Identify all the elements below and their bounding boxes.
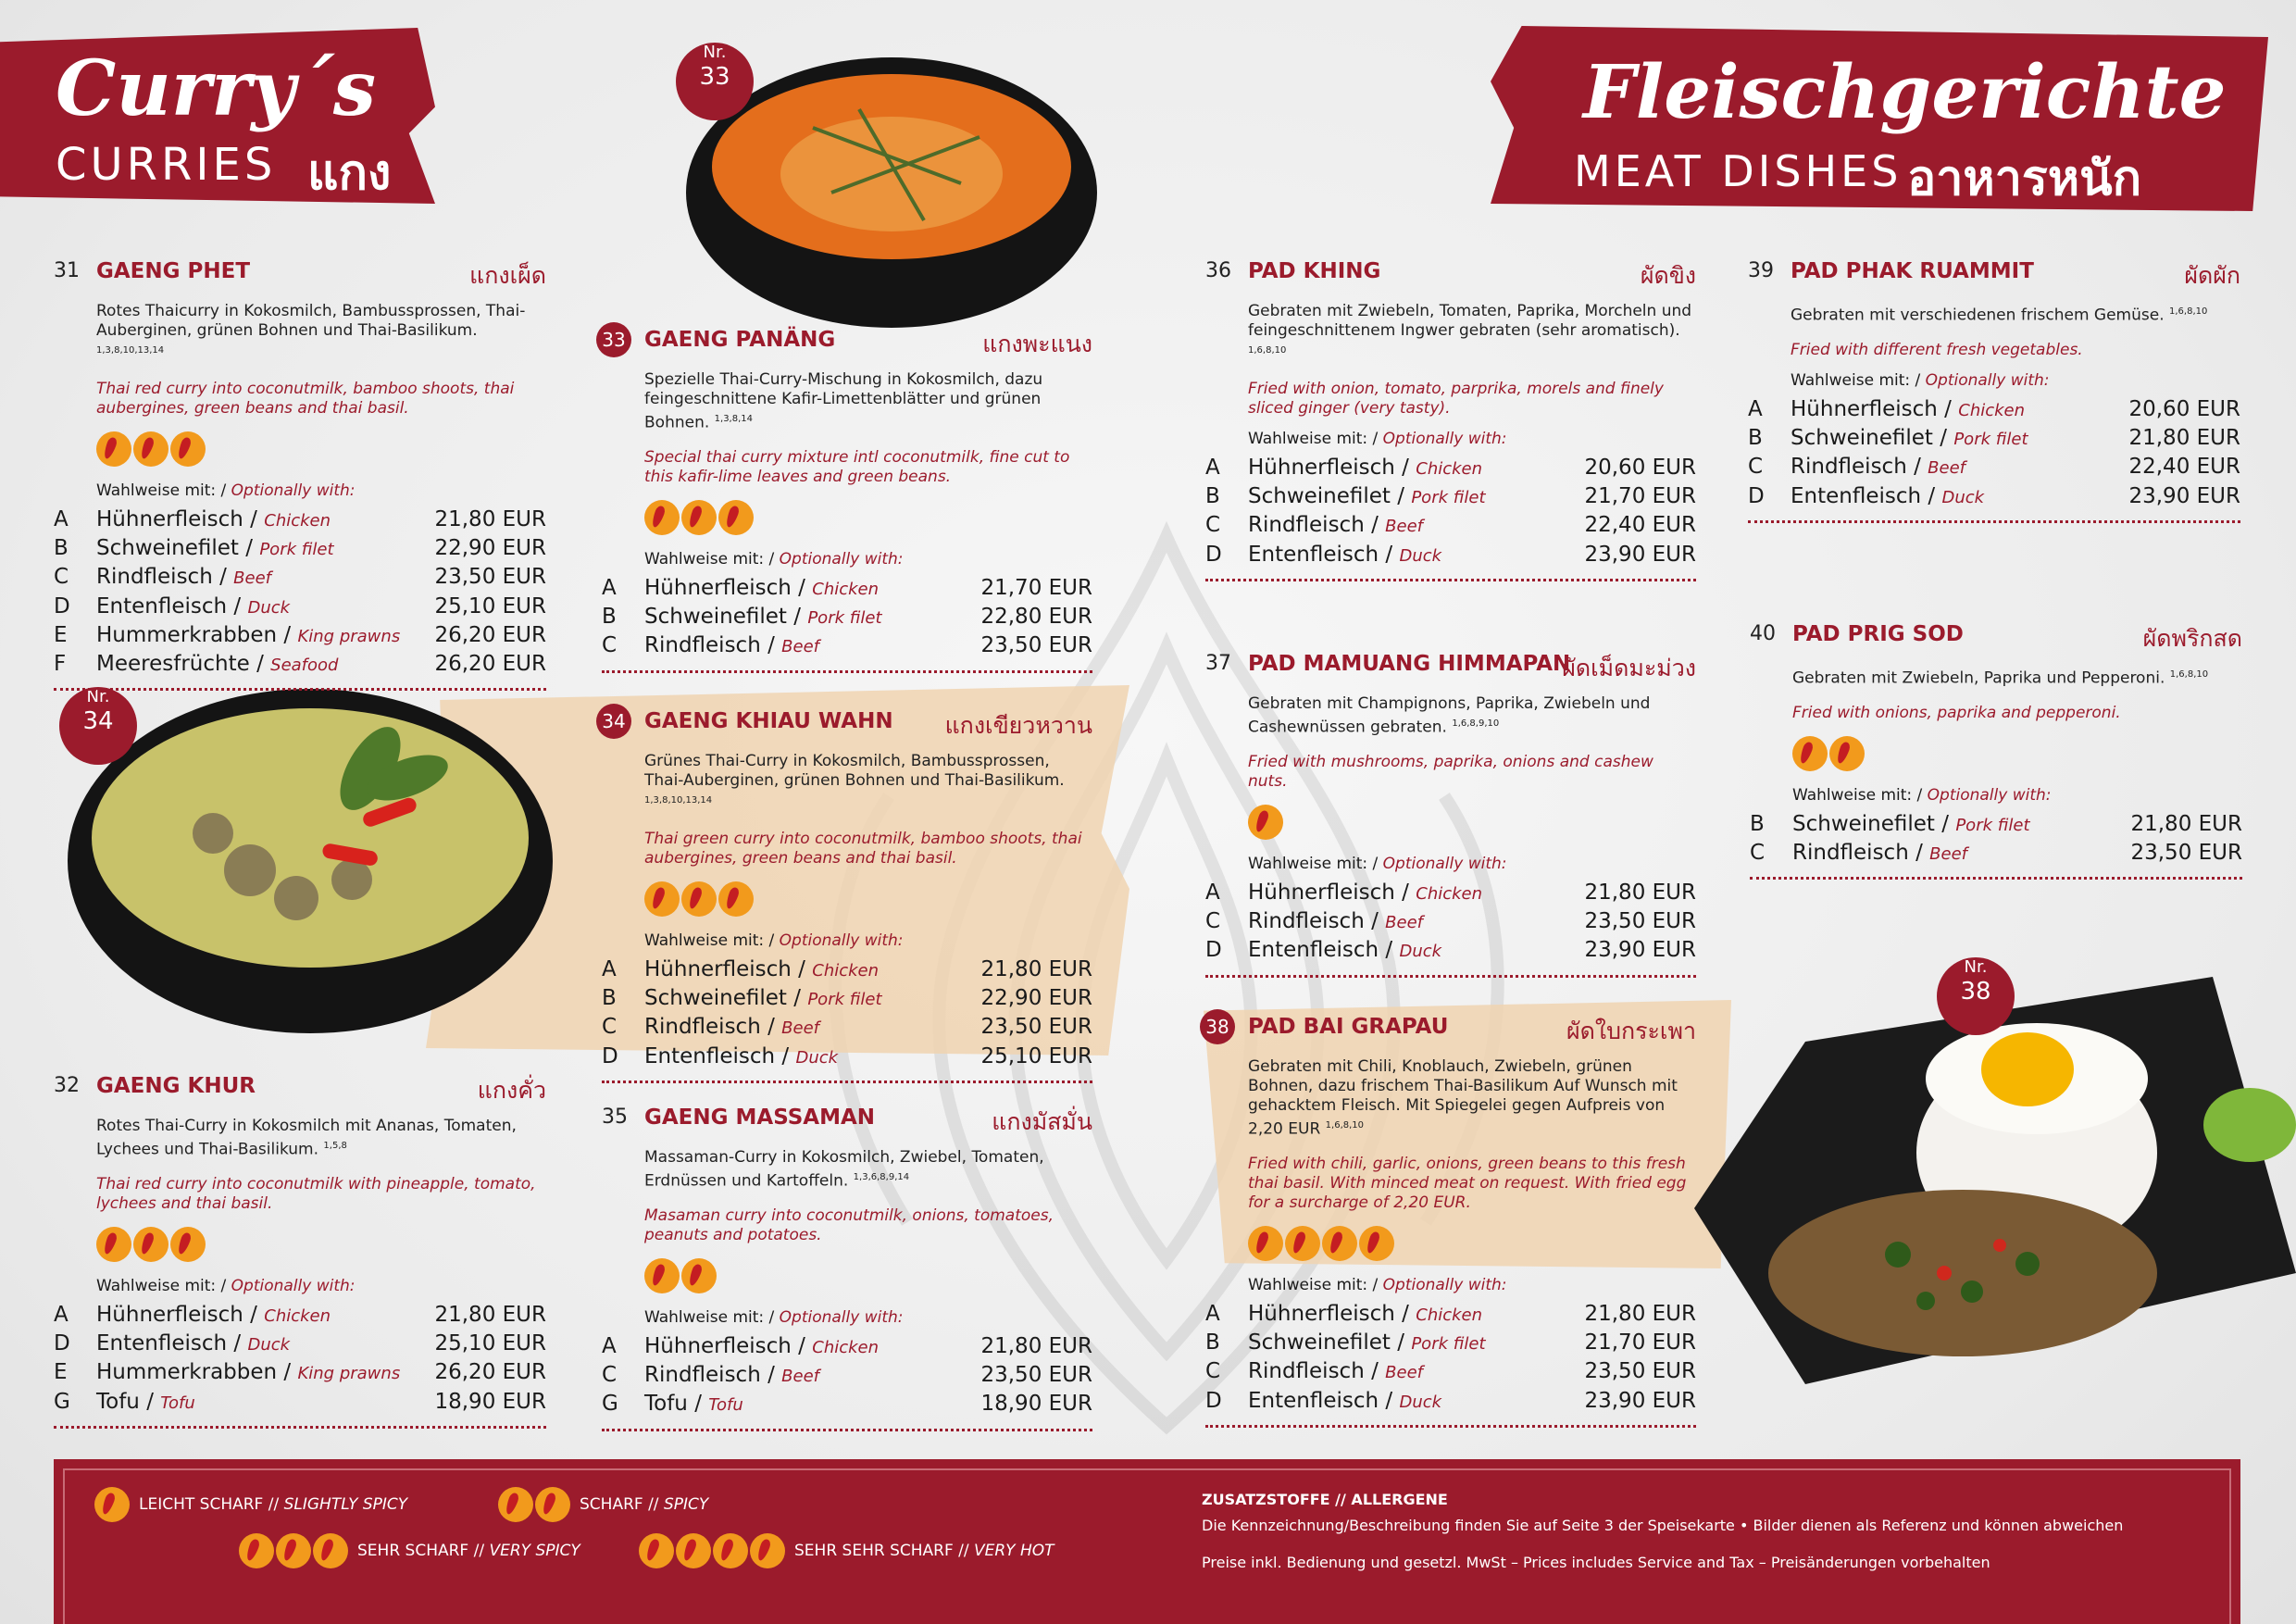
dish-thai-name: ผัดผัก <box>2184 262 2240 289</box>
chili-icon <box>276 1533 311 1568</box>
dish-description-de: Gebraten mit verschiedenen frischem Gemüse. $^{1,6,8,10}$ <box>1791 306 2208 325</box>
option-price: 21,80 EUR <box>1584 880 1696 905</box>
legend-very-spicy <box>239 1533 580 1568</box>
dish-36 <box>1205 256 1696 581</box>
chili-icon <box>644 881 680 917</box>
dish-description-en: Thai green curry into coconutmilk, bamboo shoots, thai aubergines, green beans and thai basil. <box>644 829 1082 868</box>
dish-description-en: Fried with onions, paprika and pepperoni. <box>1792 703 2121 722</box>
dish-name: PAD BAI GRAPAU <box>1248 1015 1449 1039</box>
option-name: Schweinefilet / Pork filet <box>1791 425 2028 450</box>
photo-badge-34: Nr. 34 <box>59 687 137 765</box>
option-key: A <box>602 956 617 981</box>
chili-icon <box>676 1533 711 1568</box>
price-row <box>1205 1357 1696 1386</box>
option-price: 25,10 EUR <box>434 1330 546 1355</box>
option-price: 25,10 EUR <box>980 1043 1092 1068</box>
price-row <box>602 1390 1092 1418</box>
option-key: A <box>1205 1301 1220 1326</box>
option-name: Tofu / Tofu <box>96 1389 195 1414</box>
chili-icon <box>498 1487 533 1522</box>
option-price: 23,50 EUR <box>434 565 546 590</box>
chili-icon <box>713 1533 748 1568</box>
option-name: Hühnerfleisch / Chicken <box>1248 455 1483 480</box>
option-key: A <box>1205 455 1220 480</box>
option-key: B <box>1750 811 1765 836</box>
dish-thai-name: แกงคั่ว <box>477 1077 546 1104</box>
price-row <box>602 574 1092 603</box>
price-row <box>602 603 1092 631</box>
price-row <box>1748 453 2240 481</box>
price-row <box>602 1013 1092 1042</box>
chili-icon <box>718 500 754 535</box>
option-price: 23,50 EUR <box>980 1362 1092 1387</box>
option-key: B <box>1748 425 1763 450</box>
option-name: Hühnerfleisch / Chicken <box>96 506 331 531</box>
pad-bai-grapau-photo <box>1694 968 2296 1384</box>
price-row <box>54 534 546 563</box>
price-row <box>602 1332 1092 1361</box>
option-price: 21,80 EUR <box>434 506 546 531</box>
option-price: 23,50 EUR <box>980 633 1092 658</box>
price-row <box>54 593 546 621</box>
option-price: 18,90 EUR <box>980 1392 1092 1417</box>
chili-rating <box>239 1533 348 1568</box>
option-price: 22,40 EUR <box>2128 455 2240 480</box>
options-label: Wahlweise mit: / Optionally with: <box>1248 854 1507 873</box>
price-row <box>602 984 1092 1013</box>
option-price: 21,80 EUR <box>980 956 1092 981</box>
options-label: Wahlweise mit: / Optionally with: <box>644 549 904 568</box>
option-key: B <box>54 535 69 560</box>
option-price: 23,90 EUR <box>1584 1388 1696 1413</box>
options-label: Wahlweise mit: / Optionally with: <box>1248 429 1507 448</box>
dish-thai-name: ผัดพริกสด <box>2142 625 2242 652</box>
dish-name: PAD KHING <box>1248 259 1381 283</box>
dish-thai-name: แกงมัสมั่น <box>992 1108 1092 1135</box>
option-key: B <box>602 985 617 1010</box>
dish-description-de: Gebraten mit Champignons, Paprika, Zwiebeln und Cashewnüssen gebraten. $^{1,6,8,9,10}$ <box>1248 694 1651 737</box>
dish-description-en: Fried with different fresh vegetables. <box>1791 340 2083 359</box>
dish-thai-name: แกงเผ็ด <box>469 262 546 289</box>
option-name: Entenfleisch / Duck <box>1248 1388 1442 1413</box>
chili-icon <box>239 1533 274 1568</box>
dotted-divider <box>1205 975 1696 978</box>
chili-rating <box>1248 1226 1696 1265</box>
option-name: Rindfleisch / Beef <box>1248 908 1423 933</box>
price-row <box>54 1388 546 1417</box>
option-key: B <box>602 604 617 629</box>
price-row <box>54 506 546 534</box>
option-price: 21,80 EUR <box>434 1302 546 1327</box>
option-name: Rindfleisch / Beef <box>1792 840 1967 865</box>
price-row <box>1205 1300 1696 1329</box>
dish-number: 39 <box>1748 259 1774 282</box>
dish-description-de: Grünes Thai-Curry in Kokosmilch, Bambussprossen, Thai-Auberginen, grünen Bohnen und Thai-Basilikum. $^{1,3,8,10,13,14}$ <box>644 752 1065 806</box>
chili-rating <box>498 1487 570 1522</box>
option-name: Hühnerfleisch / Chicken <box>1791 396 2026 421</box>
price-row <box>1748 424 2240 453</box>
dish-number: 34 <box>596 704 631 739</box>
option-name: Rindfleisch / Beef <box>1791 455 1965 480</box>
chili-icon <box>718 881 754 917</box>
dish-name: GAENG MASSAMAN <box>644 1106 876 1130</box>
price-row <box>54 1330 546 1358</box>
option-price: 21,70 EUR <box>980 575 1092 600</box>
price-row <box>1205 1387 1696 1416</box>
option-name: Entenfleisch / Duck <box>96 593 291 618</box>
dish-description-en: Fried with chili, garlic, onions, green beans to this fresh thai basil. With minced meat on request. With fried egg for a surcharge of 2,20 EUR. <box>1248 1154 1687 1212</box>
option-key: F <box>54 652 67 677</box>
dotted-divider <box>1750 877 2242 880</box>
dotted-divider <box>1205 1425 1696 1428</box>
option-name: Hummerkrabben / King prawns <box>96 1360 401 1385</box>
dish-thai-name: แกงพะแนง <box>982 331 1092 357</box>
dish-number: 35 <box>602 1106 628 1129</box>
chili-icon <box>750 1533 785 1568</box>
chili-icon <box>681 500 717 535</box>
dish-31 <box>54 256 546 691</box>
dish-37 <box>1205 648 1696 978</box>
price-row <box>1205 936 1696 965</box>
option-key: C <box>602 1362 618 1387</box>
dish-name: PAD MAMUANG HIMMAPAN <box>1248 652 1571 676</box>
price-row <box>1750 839 2242 868</box>
chili-icon <box>644 500 680 535</box>
chili-icon <box>133 1227 168 1262</box>
chili-icon <box>1285 1226 1320 1261</box>
chili-rating <box>96 431 546 470</box>
option-price: 25,10 EUR <box>434 593 546 618</box>
option-name: Hühnerfleisch / Chicken <box>1248 880 1483 905</box>
option-price: 26,20 EUR <box>434 622 546 647</box>
option-key: A <box>54 1302 69 1327</box>
option-price: 21,80 EUR <box>1584 1301 1696 1326</box>
option-price: 21,70 EUR <box>1584 1330 1696 1355</box>
options-label: Wahlweise mit: / Optionally with: <box>1792 785 2052 805</box>
dish-thai-name: ผัดเม็ดมะม่วง <box>1562 655 1696 681</box>
option-price: 22,40 EUR <box>1584 513 1696 538</box>
dish-38 <box>1205 1011 1696 1428</box>
dish-description-en: Masaman curry into coconutmilk, onions, tomatoes, peanuts and potatoes. <box>644 1206 1054 1244</box>
option-name: Hühnerfleisch / Chicken <box>96 1302 331 1327</box>
option-price: 23,50 EUR <box>980 1015 1092 1040</box>
curries-subtitle: CURRIES <box>56 139 277 191</box>
chili-icon <box>94 1487 130 1522</box>
dish-description-en: Thai red curry into coconutmilk with pineapple, tomato, lychees and thai basil. <box>96 1174 536 1213</box>
chili-rating <box>96 1227 546 1266</box>
option-name: Meeresfrüchte / Seafood <box>96 652 339 677</box>
dish-description-de: Rotes Thai-Curry in Kokosmilch mit Ananas, Tomaten, Lychees und Thai-Basilikum. $^{1,5,8}$ <box>96 1117 517 1159</box>
dish-number: 37 <box>1205 652 1231 675</box>
dish-name: PAD PHAK RUAMMIT <box>1791 259 2034 283</box>
chili-icon <box>644 1258 680 1293</box>
price-row <box>1205 1329 1696 1357</box>
footer-bar <box>54 1459 2240 1624</box>
legend-de: SEHR SEHR SCHARF // <box>794 1542 969 1560</box>
chili-rating <box>644 881 1092 920</box>
option-price: 21,80 EUR <box>2128 425 2240 450</box>
curries-title: Curry´s <box>56 44 377 133</box>
price-row <box>54 1301 546 1330</box>
option-key: G <box>54 1389 70 1414</box>
option-name: Hummerkrabben / King prawns <box>96 622 401 647</box>
chili-icon <box>313 1533 348 1568</box>
price-row <box>1748 482 2240 511</box>
option-key: A <box>1748 396 1763 421</box>
option-name: Hühnerfleisch / Chicken <box>644 575 880 600</box>
chili-icon <box>133 431 168 467</box>
legend-en: SLIGHTLY SPICY <box>283 1495 408 1514</box>
price-row <box>1205 511 1696 540</box>
dish-40 <box>1750 618 2242 880</box>
dish-description-en: Thai red curry into coconutmilk, bamboo shoots, thai aubergines, green beans and thai basil. <box>96 379 515 418</box>
option-key: D <box>1205 542 1222 567</box>
legend-very-hot <box>639 1533 1054 1568</box>
dish-description-en: Special thai curry mixture intl coconutmilk, fine cut to this kafir-lime leaves and green beans. <box>644 447 1070 486</box>
price-row <box>54 621 546 650</box>
option-key: C <box>1750 840 1766 865</box>
legend-spicy <box>498 1487 708 1522</box>
option-key: A <box>602 575 617 600</box>
dish-name: GAENG KHIAU WAHN <box>644 709 893 733</box>
legend-de: LEICHT SCHARF // <box>139 1495 280 1514</box>
prices-text: Preise inkl. Bedienung und gesetzl. MwSt – Prices includes Service and Tax – Preisänderungen vorbehalten <box>1202 1554 1990 1571</box>
legend-en: SPICY <box>663 1495 709 1514</box>
dish-description-de: Massaman-Curry in Kokosmilch, Zwiebel, Tomaten, Erdnüssen und Kartoffeln. $^{1,3,6,8,9,14}$ <box>644 1148 1044 1191</box>
options-label: Wahlweise mit: / Optionally with: <box>96 481 356 500</box>
dish-thai-name: ผัดใบกระเพา <box>1566 1018 1696 1044</box>
price-row <box>1205 907 1696 936</box>
allergens-text: Die Kennzeichnung/Beschreibung finden Sie auf Seite 3 der Speisekarte • Bilder dienen als Referenz und können abweichen <box>1202 1517 2124 1534</box>
price-row <box>602 1361 1092 1390</box>
option-key: C <box>602 1015 618 1040</box>
price-row <box>602 956 1092 984</box>
dish-39 <box>1748 256 2240 523</box>
option-name: Hühnerfleisch / Chicken <box>644 956 880 981</box>
option-price: 22,90 EUR <box>434 535 546 560</box>
option-name: Hühnerfleisch / Chicken <box>1248 1301 1483 1326</box>
dish-number: 32 <box>54 1074 80 1097</box>
option-key: D <box>1205 938 1222 963</box>
option-price: 20,60 EUR <box>1584 455 1696 480</box>
dotted-divider <box>1748 520 2240 523</box>
dotted-divider <box>1205 579 1696 581</box>
option-key: G <box>602 1392 618 1417</box>
chili-icon <box>96 431 131 467</box>
curries-thai: แกง <box>307 145 392 201</box>
dish-description-de: Gebraten mit Chili, Knoblauch, Zwiebeln, grünen Bohnen, dazu frischem Thai-Basilikum Auf Wunsch mit gehacktem Fleisch. Mit Spiegelei gegen Aufpreis von 2,20 EUR $^{1,6,8,10}$ <box>1248 1057 1678 1139</box>
option-name: Schweinefilet / Pork filet <box>96 535 334 560</box>
chili-icon <box>170 1227 206 1262</box>
option-name: Schweinefilet / Pork filet <box>1792 811 2030 836</box>
option-price: 20,60 EUR <box>2128 396 2240 421</box>
chili-icon <box>535 1487 570 1522</box>
option-name: Rindfleisch / Beef <box>1248 1359 1423 1384</box>
chili-icon <box>96 1227 131 1262</box>
photo-badge-38: Nr. 38 <box>1937 957 2015 1035</box>
chili-rating <box>1248 805 1696 843</box>
option-price: 21,80 EUR <box>980 1333 1092 1358</box>
chili-icon <box>681 1258 717 1293</box>
price-row <box>54 1358 546 1387</box>
option-key: B <box>1205 483 1220 508</box>
price-row <box>54 563 546 592</box>
price-row <box>1205 454 1696 482</box>
dish-name: PAD PRIG SOD <box>1792 622 1964 646</box>
option-name: Schweinefilet / Pork filet <box>1248 483 1486 508</box>
dish-33 <box>602 324 1092 673</box>
dish-35 <box>602 1102 1092 1431</box>
option-key: D <box>54 593 70 618</box>
price-row <box>1205 541 1696 569</box>
dish-thai-name: ผัดขิง <box>1640 262 1696 289</box>
option-key: C <box>1205 1359 1221 1384</box>
dish-description-de: Rotes Thaicurry in Kokosmilch, Bambussprossen, Thai-Auberginen, grünen Bohnen und Thai-Basilikum. $^{1,3,8,10,13,14}$ <box>96 302 526 356</box>
dish-number: 36 <box>1205 259 1231 282</box>
chili-rating <box>644 500 1092 539</box>
dish-name: GAENG PHET <box>96 259 251 283</box>
option-price: 26,20 EUR <box>434 652 546 677</box>
dish-number: 38 <box>1200 1009 1235 1044</box>
chili-icon <box>1248 1226 1283 1261</box>
option-key: E <box>54 622 68 647</box>
dish-32 <box>54 1070 546 1429</box>
option-name: Entenfleisch / Duck <box>1791 483 1985 508</box>
option-price: 21,80 EUR <box>2130 811 2242 836</box>
price-row <box>1750 810 2242 839</box>
price-row <box>602 1043 1092 1071</box>
chili-icon <box>1829 736 1865 771</box>
legend-slightly-spicy <box>94 1487 407 1522</box>
dish-description-en: Fried with mushrooms, paprika, onions and cashew nuts. <box>1248 752 1653 791</box>
legend-en: VERY HOT <box>974 1542 1054 1560</box>
chili-rating <box>94 1487 130 1522</box>
option-name: Schweinefilet / Pork filet <box>1248 1330 1486 1355</box>
option-key: E <box>54 1360 68 1385</box>
chili-icon <box>681 881 717 917</box>
chili-icon <box>170 431 206 467</box>
options-label: Wahlweise mit: / Optionally with: <box>1248 1275 1507 1294</box>
option-key: D <box>1205 1388 1222 1413</box>
chili-rating <box>639 1533 785 1568</box>
option-key: B <box>1205 1330 1220 1355</box>
price-row <box>1205 482 1696 511</box>
dotted-divider <box>54 688 546 691</box>
curry-34-photo <box>65 685 555 1037</box>
option-name: Entenfleisch / Duck <box>1248 938 1442 963</box>
dish-number: 33 <box>596 322 631 357</box>
option-key: C <box>54 565 69 590</box>
legend-de: SCHARF // <box>580 1495 659 1514</box>
option-name: Rindfleisch / Beef <box>644 633 819 658</box>
option-key: C <box>1748 455 1764 480</box>
price-row <box>602 631 1092 660</box>
option-key: A <box>602 1333 617 1358</box>
chili-rating <box>1792 736 2242 775</box>
option-price: 18,90 EUR <box>434 1389 546 1414</box>
dish-thai-name: แกงเขียวหวาน <box>944 712 1092 739</box>
option-key: D <box>602 1043 618 1068</box>
legend-de: SEHR SCHARF // <box>357 1542 485 1560</box>
legend-en: VERY SPICY <box>489 1542 580 1560</box>
option-key: C <box>1205 513 1221 538</box>
meat-thai: อาหารหนัก <box>1907 151 2142 206</box>
dish-name: GAENG PANÄNG <box>644 328 836 352</box>
option-name: Rindfleisch / Beef <box>1248 513 1423 538</box>
option-name: Schweinefilet / Pork filet <box>644 604 882 629</box>
allergens-title: ZUSATZSTOFFE // ALLERGENE <box>1202 1491 1448 1508</box>
dish-description-de: Gebraten mit Zwiebeln, Paprika und Pepperoni. $^{1,6,8,10}$ <box>1792 668 2209 688</box>
dish-number: 40 <box>1750 622 1776 645</box>
chili-icon <box>1792 736 1828 771</box>
dotted-divider <box>602 670 1092 673</box>
option-key: A <box>54 506 69 531</box>
dish-description-en: Fried with onion, tomato, parprika, morels and finely sliced ginger (very tasty). <box>1248 379 1664 418</box>
options-label: Wahlweise mit: / Optionally with: <box>644 1307 904 1327</box>
option-price: 23,90 EUR <box>1584 542 1696 567</box>
option-price: 26,20 EUR <box>434 1360 546 1385</box>
option-name: Rindfleisch / Beef <box>644 1362 819 1387</box>
price-row <box>54 650 546 679</box>
dotted-divider <box>602 1429 1092 1431</box>
dish-name: GAENG KHUR <box>96 1074 256 1098</box>
chili-icon <box>1248 805 1283 840</box>
option-price: 21,70 EUR <box>1584 483 1696 508</box>
option-price: 23,90 EUR <box>1584 938 1696 963</box>
option-name: Rindfleisch / Beef <box>96 565 271 590</box>
option-name: Rindfleisch / Beef <box>644 1015 819 1040</box>
option-price: 22,80 EUR <box>980 604 1092 629</box>
chili-icon <box>1322 1226 1357 1261</box>
price-row <box>1205 879 1696 907</box>
option-name: Entenfleisch / Duck <box>96 1330 291 1355</box>
option-name: Schweinefilet / Pork filet <box>644 985 882 1010</box>
option-key: D <box>1748 483 1765 508</box>
option-price: 23,50 EUR <box>1584 1359 1696 1384</box>
dotted-divider <box>54 1426 546 1429</box>
dish-description-de: Gebraten mit Zwiebeln, Tomaten, Paprika, Morcheln und feingeschnittenem Ingwer gebraten (sehr aromatisch). $^{1,6,8,10}$ <box>1248 302 1692 356</box>
dish-34 <box>602 706 1092 1083</box>
option-name: Hühnerfleisch / Chicken <box>644 1333 880 1358</box>
dish-description-de: Spezielle Thai-Curry-Mischung in Kokosmilch, dazu feingeschnittene Kafir-Limettenblätter und grünen Bohnen. $^{1,3,8,14}$ <box>644 370 1043 432</box>
chili-icon <box>639 1533 674 1568</box>
option-price: 22,90 EUR <box>980 985 1092 1010</box>
option-name: Tofu / Tofu <box>644 1392 743 1417</box>
option-name: Entenfleisch / Duck <box>1248 542 1442 567</box>
dish-number: 31 <box>54 259 80 282</box>
chili-rating <box>644 1258 1092 1297</box>
price-row <box>1748 395 2240 424</box>
meat-subtitle: MEAT DISHES <box>1574 146 1903 196</box>
options-label: Wahlweise mit: / Optionally with: <box>644 931 904 950</box>
chili-icon <box>1359 1226 1394 1261</box>
meat-title: Fleischgerichte <box>1583 48 2227 135</box>
dotted-divider <box>602 1081 1092 1083</box>
option-key: A <box>1205 880 1220 905</box>
photo-badge-33: Nr. 33 <box>676 43 754 120</box>
options-label: Wahlweise mit: / Optionally with: <box>96 1276 356 1295</box>
option-key: D <box>54 1330 70 1355</box>
option-price: 23,50 EUR <box>1584 908 1696 933</box>
option-key: C <box>1205 908 1221 933</box>
option-price: 23,90 EUR <box>2128 483 2240 508</box>
option-price: 23,50 EUR <box>2130 840 2242 865</box>
option-key: C <box>602 633 618 658</box>
option-name: Entenfleisch / Duck <box>644 1043 839 1068</box>
options-label: Wahlweise mit: / Optionally with: <box>1791 370 2050 390</box>
